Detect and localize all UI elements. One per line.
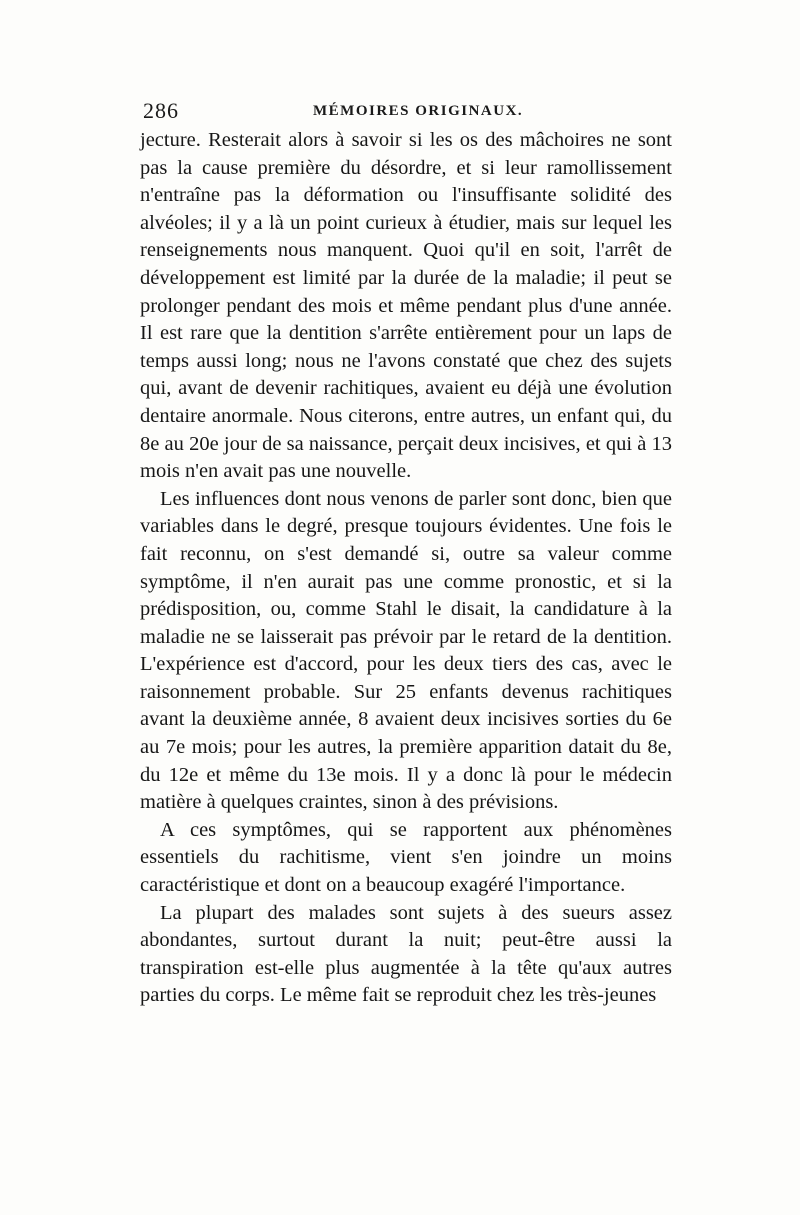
page-number: 286 — [143, 98, 179, 123]
running-title: MÉMOIRES ORIGINAUX. — [313, 103, 524, 119]
paragraph: jecture. Resterait alors à savoir si les os des mâchoires ne sont pas la cause première du désordre, et si leur ramollissement n'entraîne pas la déformation ou l'insuffisante solidité des alvéoles; il y a là un point curieux à étudier, mais sur lequel les renseignements nous manquent. Quoi qu'il en soit, l'arrêt de développement est limité par la durée de la maladie; il peut se prolonger pendant des mois et même pendant plus d'une année. Il est rare que la dentition s'arrête entièrement pour un laps de temps aussi long; nous ne l'avons constaté que chez des sujets qui, avant de devenir rachitiques, avaient eu déjà une évolution dentaire anormale. Nous citerons, entre autres, un enfant qui, du 8e au 20e jour de sa naissance, perçait deux incisives, et qui à 13 mois n'en avait pas une nouvelle. — [140, 129, 672, 483]
paragraph: La plupart des malades sont sujets à des sueurs assez abondantes, surtout durant la nuit; peut-être aussi la transpiration est-elle plus augmentée à la tête qu'aux autres parties du corps. Le même fait se reproduit chez les très-jeunes — [140, 901, 672, 1007]
body-text — [140, 127, 672, 1010]
paragraph: A ces symptômes, qui se rapportent aux phénomènes essentiels du rachitisme, vient s'en joindre un moins caractéristique et dont on a beaucoup exagéré l'importance. — [140, 818, 672, 897]
paragraph: Les influences dont nous venons de parler sont donc, bien que variables dans le degré, presque toujours évidentes. Une fois le fait reconnu, on s'est demandé si, outre sa valeur comme symptôme, il n'en aurait pas une comme pronostic, et si la prédisposition, ou, comme Stahl le disait, la candidature à la maladie ne se laisserait pas prévoir par le retard de la dentition. L'expérience est d'accord, pour les deux tiers des cas, avec le raisonnement probable. Sur 25 enfants devenus rachitiques avant la deuxième année, 8 avaient deux incisives sorties du 6e au 7e mois; pour les autres, la première apparition datait du 8e, du 12e et même du 13e mois. Il y a donc là pour le médecin matière à quelques craintes, sinon à des prévisions. — [140, 487, 672, 814]
page-header — [143, 98, 673, 124]
